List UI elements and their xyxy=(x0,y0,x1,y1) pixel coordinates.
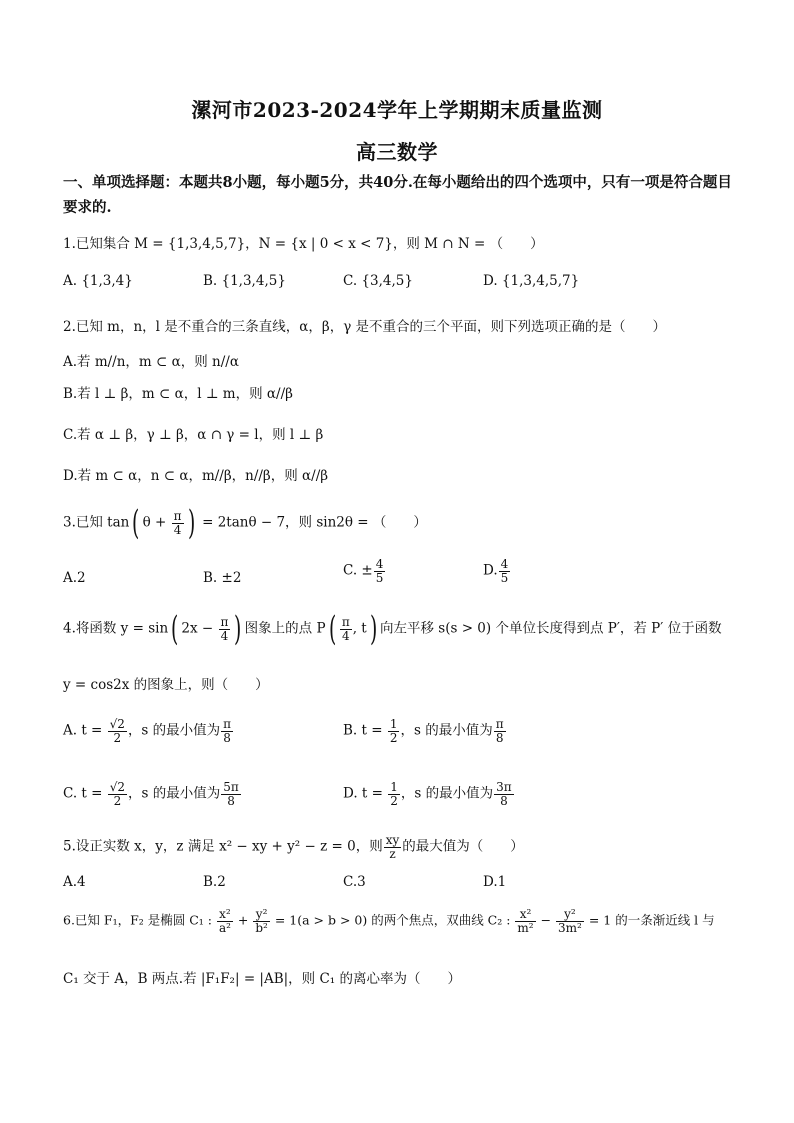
opt-label: D. t = xyxy=(343,785,388,802)
fraction xyxy=(221,718,233,744)
q3-option-d xyxy=(483,558,511,584)
q1-option-d: D. {1,3,4,5,7} xyxy=(483,273,580,289)
fraction xyxy=(108,781,127,807)
frac-num: y² xyxy=(556,908,584,922)
frac-den: a² xyxy=(218,920,231,935)
q3-arg: θ + xyxy=(142,514,171,531)
q2-option-b: B.若 l ⊥ β，m ⊂ α，l ⊥ m，则 α//β xyxy=(63,386,293,402)
fraction xyxy=(388,781,400,807)
frac-den: 5 xyxy=(500,570,509,585)
left-paren: ( xyxy=(328,609,336,649)
q6-mid: = 1(a > b > 0) 的两个焦点，双曲线 C₂ : xyxy=(270,912,515,928)
q5-option-b: B.2 xyxy=(203,874,226,890)
q1-option-b: B. {1,3,4,5} xyxy=(203,273,286,289)
q2-option-a: A.若 m//n，m ⊂ α，则 n//α xyxy=(63,354,239,370)
right-paren: ) xyxy=(187,503,195,543)
fraction xyxy=(217,908,233,934)
q5-option-a: A.4 xyxy=(63,874,86,890)
fraction xyxy=(515,908,535,934)
fraction xyxy=(253,908,270,934)
q3-stem-pre: 3.已知 tan xyxy=(63,514,130,531)
left-paren: ( xyxy=(132,503,140,543)
frac-num: π xyxy=(223,717,232,731)
question-4-stem xyxy=(63,609,722,649)
frac-num: 4 xyxy=(500,557,509,571)
frac-num: π xyxy=(341,614,350,629)
fraction-xy-over-z xyxy=(384,834,402,860)
q5-pre: 5.设正实数 x，y，z 满足 x² − xy + y² − z = 0，则 xyxy=(63,838,383,855)
q5-option-d: D.1 xyxy=(483,874,507,890)
frac-den: 8 xyxy=(500,793,508,808)
frac-den: 5 xyxy=(375,570,384,585)
fraction xyxy=(556,908,584,934)
fraction xyxy=(494,781,514,807)
frac-den: m² xyxy=(517,920,534,935)
opt-label: C. ± xyxy=(343,562,373,579)
fraction-pi-over-4 xyxy=(172,510,184,536)
q6-pre: 6.已知 F₁，F₂ 是椭圆 C₁ : xyxy=(63,912,216,928)
opt-label: D. xyxy=(483,562,498,579)
frac-num: xy xyxy=(385,833,400,847)
q5-option-c: C.3 xyxy=(343,874,366,890)
q1-option-a: A. {1,3,4} xyxy=(63,273,133,289)
q3-stem-post: = 2tanθ − 7，则 sin2θ = （ ） xyxy=(197,514,427,531)
q4-option-d xyxy=(343,781,515,807)
fraction-pi-over-4 xyxy=(340,616,352,642)
opt-label: A. t = xyxy=(63,722,107,739)
frac-den: 8 xyxy=(227,793,235,808)
frac-den: 4 xyxy=(341,628,350,643)
frac-num: 1 xyxy=(389,717,398,731)
page-subtitle: 高三数学 xyxy=(356,140,438,164)
q4-option-a xyxy=(63,718,234,744)
fraction xyxy=(221,781,241,807)
q4-option-c xyxy=(63,781,242,807)
frac-den: z xyxy=(389,846,396,861)
frac-num: π xyxy=(173,508,182,523)
q4-part2: 图象上的点 P xyxy=(244,620,326,637)
fraction xyxy=(108,718,127,744)
opt-mid: ，s 的最小值为 xyxy=(127,722,221,739)
q3-option-b: B. ±2 xyxy=(203,570,242,586)
frac-num: π xyxy=(495,717,504,731)
frac-num: √2 xyxy=(109,717,125,731)
left-paren: ( xyxy=(171,609,179,649)
question-6-stem xyxy=(63,908,715,934)
opt-label: C. t = xyxy=(63,785,107,802)
frac-den: 8 xyxy=(495,730,504,745)
frac-num: 5π xyxy=(223,780,239,794)
opt-mid: ，s 的最小值为 xyxy=(400,722,493,739)
frac-num: y² xyxy=(253,908,270,922)
frac-num: √2 xyxy=(109,780,126,794)
frac-num: 3π xyxy=(496,780,512,794)
opt-mid: ，s 的最小值为 xyxy=(400,785,494,802)
frac-num: x² xyxy=(217,908,233,922)
fraction xyxy=(374,558,386,584)
frac-den: 4 xyxy=(220,628,229,643)
q3-option-a: A.2 xyxy=(63,570,86,586)
frac-den: b² xyxy=(255,920,268,935)
q6-post: = 1 的一条渐近线 l 与 xyxy=(584,912,715,928)
fraction xyxy=(494,718,506,744)
q4-part4: 向左平移 s(s > 0) 个单位长度得到点 P′，若 P′ 位于函数 xyxy=(379,620,722,637)
question-2-stem: 2.已知 m，n，l 是不重合的三条直线，α，β，γ 是不重合的三个平面，则下列选项正确的是（ ） xyxy=(63,319,667,335)
frac-den: 2 xyxy=(389,730,398,745)
section-heading: 一、单项选择题：本题共8小题，每小题5分，共40分.在每小题给出的四个选项中，只有一项是符合题目要求的. xyxy=(63,174,732,216)
frac-den: 8 xyxy=(223,730,231,745)
q4-option-b xyxy=(343,718,507,744)
frac-den: 3m² xyxy=(558,920,582,935)
frac-den: 2 xyxy=(390,793,398,808)
q2-option-d: D.若 m ⊂ α，n ⊂ α，m//β，n//β，则 α//β xyxy=(63,468,329,484)
question-4-line2: y = cos2x 的图象上，则（ ） xyxy=(63,677,269,693)
opt-label: B. t = xyxy=(343,722,387,739)
minus: − xyxy=(536,912,556,928)
frac-den: 2 xyxy=(113,793,122,808)
right-paren: ) xyxy=(234,609,242,649)
page-title: 漯河市2023-2024学年上学期期末质量监测 xyxy=(191,98,603,122)
frac-num: x² xyxy=(515,908,535,922)
frac-num: π xyxy=(220,614,229,629)
frac-den: 2 xyxy=(113,730,122,745)
q4-arg: 2x − xyxy=(181,620,218,637)
right-paren: ) xyxy=(369,609,377,649)
q4-part3: , t xyxy=(352,620,367,637)
question-3-stem xyxy=(63,503,427,543)
opt-mid: ，s 的最小值为 xyxy=(128,785,221,802)
fraction xyxy=(499,558,511,584)
question-5-stem xyxy=(63,834,524,860)
q1-option-c: C. {3,4,5} xyxy=(343,273,413,289)
frac-num: 1 xyxy=(390,780,398,794)
q5-post: 的最大值为（ ） xyxy=(402,838,524,855)
fraction xyxy=(388,718,400,744)
plus: + xyxy=(233,912,253,928)
question-1-stem: 1.已知集合 M = {1,3,4,5,7}，N = {x | 0 < x < 7}，则 M ∩ N = （ ） xyxy=(63,236,544,252)
question-6-line2: C₁ 交于 A，B 两点.若 |F₁F₂| = |AB|，则 C₁ 的离心率为（ ） xyxy=(63,971,462,987)
frac-den: 4 xyxy=(173,522,182,537)
q2-option-c: C.若 α ⊥ β，γ ⊥ β，α ∩ γ = l，则 l ⊥ β xyxy=(63,427,324,443)
q3-option-c xyxy=(343,558,386,584)
q4-part1: 4.将函数 y = sin xyxy=(63,620,169,637)
fraction-pi-over-4 xyxy=(219,616,231,642)
frac-num: 4 xyxy=(375,557,384,571)
